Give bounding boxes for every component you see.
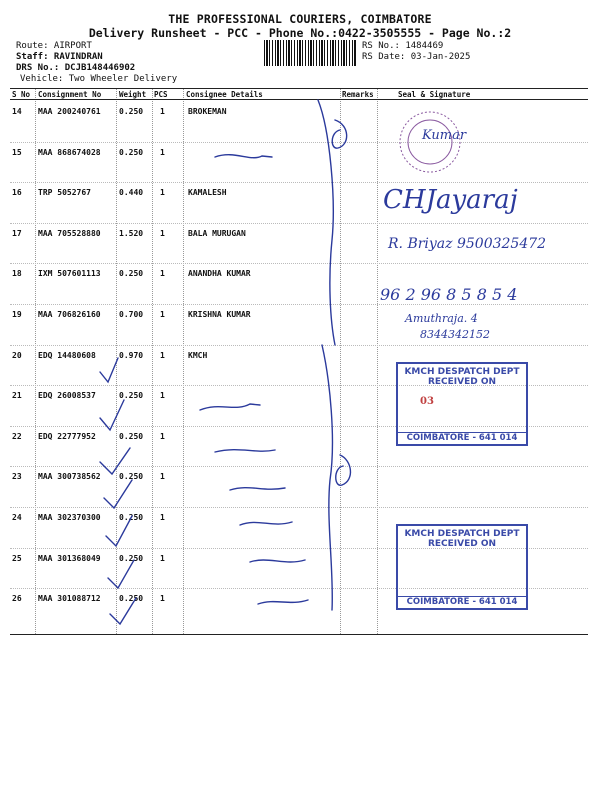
row-weight: 0.440 <box>119 188 144 198</box>
row-consignment: MAA 705528880 <box>38 228 101 238</box>
row-sno: 23 <box>12 472 22 482</box>
row-consignee: KRISHNA KUMAR <box>188 310 251 319</box>
row-sno: 24 <box>12 513 22 522</box>
row-pcs: 1 <box>160 188 165 198</box>
row-consignee: BALA MURUGAN <box>188 228 246 238</box>
row-consignment: EDQ 14480608 <box>38 350 96 360</box>
signature-19-name: Amuthraja. 4 <box>405 312 478 325</box>
row-consignment: EDQ 22777952 <box>38 431 96 441</box>
row-weight: 0.250 <box>119 147 144 157</box>
received-stamp-2: KMCH DESPATCH DEPT RECEIVED ON COIMBATORE - 641 014 <box>396 524 528 610</box>
received-stamp-1: KMCH DESPATCH DEPT RECEIVED ON 03 COIMBATORE - 641 014 <box>396 362 528 446</box>
row-consignment: MAA 300738562 <box>38 472 101 482</box>
drs-number: DRS No.: DCJB148446902 <box>16 63 136 73</box>
signature-14: Kumar <box>422 128 467 143</box>
col-weight: Weight <box>119 90 147 99</box>
row-sno: 19 <box>12 310 22 319</box>
row-weight: 0.250 <box>119 107 144 116</box>
row-pcs: 1 <box>160 594 165 604</box>
company-name: THE PROFESSIONAL COURIERS, COIMBATORE <box>168 12 432 26</box>
row-consignment: MAA 302370300 <box>38 513 101 522</box>
row-pcs: 1 <box>160 553 165 563</box>
row-sno: 14 <box>12 107 22 116</box>
rs-date: RS Date: 03-Jan-2025 <box>362 52 471 62</box>
row-sno: 18 <box>12 269 22 279</box>
signature-17: R. Briyaz 9500325472 <box>388 236 547 252</box>
row-consignment: MAA 706826160 <box>38 310 101 319</box>
row-weight: 1.520 <box>119 228 144 238</box>
col-consignee: Consignee Details <box>186 90 263 99</box>
col-remarks: Remarks <box>342 90 374 99</box>
row-pcs: 1 <box>160 431 165 441</box>
signature-19: 96 2 96 8 5 8 5 4 <box>380 285 518 304</box>
route: Route: AIRPORT <box>16 41 92 51</box>
row-consignment: MAA 301368049 <box>38 553 101 563</box>
row-consignee: BROKEMAN <box>188 107 227 116</box>
row-pcs: 1 <box>160 147 165 157</box>
row-pcs: 1 <box>160 472 165 482</box>
runsheet-subtitle: Delivery Runsheet - PCC - Phone No.:0422-3505555 - Page No.:2 <box>88 26 512 40</box>
col-sno: S No <box>12 90 31 99</box>
row-weight: 0.970 <box>119 350 144 360</box>
row-weight: 0.700 <box>119 310 144 319</box>
col-pcs: PCS <box>154 90 168 99</box>
row-consignee: KMCH <box>188 350 208 360</box>
staff: Staff: RAVINDRAN <box>16 52 103 62</box>
row-consignment: MAA 200240761 <box>38 107 101 116</box>
row-sno: 15 <box>12 147 22 157</box>
row-sno: 25 <box>12 553 22 563</box>
row-pcs: 1 <box>160 107 165 116</box>
row-sno: 16 <box>12 188 22 198</box>
signature-19-phone: 8344342152 <box>420 328 490 341</box>
row-consignment: MAA 868674028 <box>38 147 101 157</box>
row-pcs: 1 <box>160 228 165 238</box>
row-sno: 22 <box>12 431 22 441</box>
row-sno: 20 <box>12 350 22 360</box>
row-pcs: 1 <box>160 391 165 401</box>
row-sno: 21 <box>12 391 22 401</box>
row-weight: 0.250 <box>119 269 144 279</box>
row-consignee: ANANDHA KUMAR <box>188 269 251 279</box>
row-consignment: TRP 5052767 <box>38 188 91 198</box>
vehicle: Vehicle: Two Wheeler Delivery <box>20 74 178 84</box>
row-weight: 0.250 <box>119 513 144 522</box>
row-weight: 0.250 <box>119 391 144 401</box>
row-weight: 0.250 <box>119 472 144 482</box>
row-weight: 0.250 <box>119 553 144 563</box>
row-consignment: EDQ 26008537 <box>38 391 96 401</box>
row-pcs: 1 <box>160 350 165 360</box>
row-pcs: 1 <box>160 269 165 279</box>
row-consignee: KAMALESH <box>188 188 227 198</box>
row-sno: 26 <box>12 594 22 604</box>
row-sno: 17 <box>12 228 22 238</box>
col-consignment: Consignment No <box>38 90 102 99</box>
row-pcs: 1 <box>160 513 165 522</box>
signature-16: CHJayaraj <box>383 185 518 215</box>
row-consignment: MAA 301088712 <box>38 594 101 604</box>
row-weight: 0.250 <box>119 594 144 604</box>
col-seal-signature: Seal & Signature <box>398 90 471 99</box>
rs-number: RS No.: 1484469 <box>362 41 444 51</box>
row-pcs: 1 <box>160 310 165 319</box>
row-weight: 0.250 <box>119 431 144 441</box>
row-consignment: IXM 507601113 <box>38 269 101 279</box>
